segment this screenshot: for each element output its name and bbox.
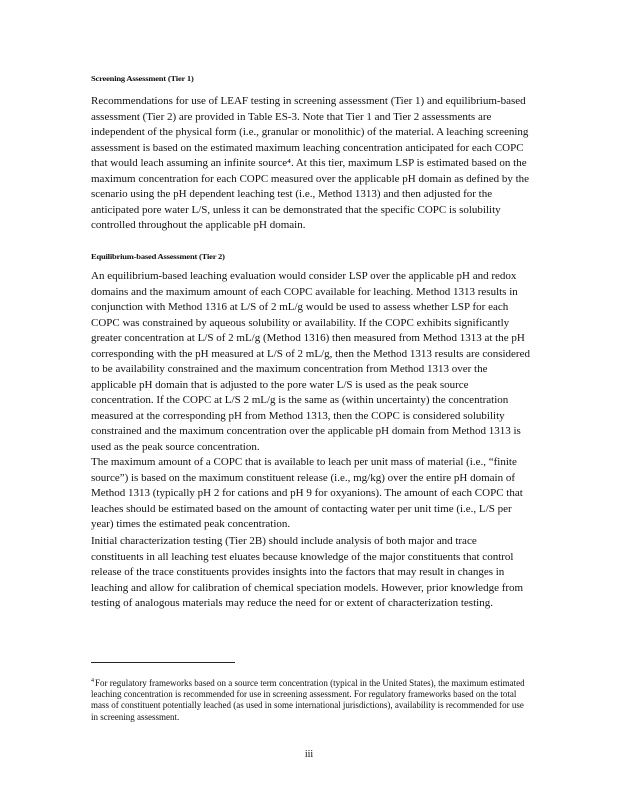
paragraph-equilibrium-2: The maximum amount of a COPC that is available to leach per unit mass of material (i.e., “finite source”) is based on the maximum constituent release (i.e., mg/kg) over the entire pH domain of Method 1313 (typically pH 2 for cations and pH 9 for oxyanions). The amount of each COPC that leaches should be estimated based on the amount of contacting water per unit time (i.e., L/S per year) times the estimated peak concentration. bbox=[91, 456, 523, 530]
footnote bbox=[91, 676, 531, 723]
page-number: iii bbox=[304, 749, 314, 760]
footnote-marker: 4 bbox=[91, 678, 94, 684]
paragraph-screening: Recommendations for use of LEAF testing in screening assessment (Tier 1) and equilibrium‐based assessment (Tier 2) are provided in Table ES‐3. Note that Tier 1 and Tier 2 assessments are independent of the physical form (i.e., granular or monolithic) of the material. A leaching screening assessment is based on the estimated maximum leaching concentration anticipated for each COPC that would leach assuming an infinite source⁴. At this tier, maximum LSP is estimated based on the maximum concentration for each COPC measured over the applicable pH domain as defined by the scenario using the pH dependent leaching test (i.e., Method 1313) and then adjusted for the anticipated pore water L/S, unless it can be demonstrated that the specific COPC is solubility controlled throughout the applicable pH domain. bbox=[91, 95, 530, 231]
footnote-text: For regulatory frameworks based on a source term concentration (typical in the United States), the maximum estimated leaching concentration is recommended for use in screening assessment. For regulatory frameworks based on the total mass of constituent potentially leached (as used in some international jurisdictions), availability is recommended for use in screening assessment. bbox=[91, 678, 525, 722]
footnote-separator bbox=[91, 662, 235, 663]
paragraph-equilibrium-3: Initial characterization testing (Tier 2B) should include analysis of both major and trace constituents in all leaching test eluates because knowledge of the major constituents that control release of the trace constituents provides insights into the factors that may result in changes in leaching and allow for calibration of chemical speciation models. However, prior knowledge from testing of analogous materials may reduce the need for or extent of characterization testing. bbox=[91, 535, 524, 609]
section-heading-equilibrium: Equilibrium‐based Assessment (Tier 2) bbox=[91, 252, 225, 261]
section-heading-screening: Screening Assessment (Tier 1) bbox=[91, 74, 194, 83]
paragraph-equilibrium-1: An equilibrium‐based leaching evaluation would consider LSP over the applicable pH and redox domains and the maximum amount of each COPC available for leaching. Method 1313 results in conjunction with Method 1316 at L/S of 2 mL/g would be used to assess whether LSP for each COPC was constrained by aqueous solubility or availability. If the COPC exhibits significantly greater concentration at L/S of 2 mL/g (Method 1316) then measured from Method 1313 at the pH corresponding with the pH measured at L/S of 2 mL/g, then the Method 1313 results are considered to be availability constrained and the maximum concentration from Method 1313 over the applicable pH domain that is adjusted to the pore water L/S is used as the peak source concentration. If the COPC at L/S 2 mL/g is the same as (within uncertainty) the concentration measured at the corresponding pH from Method 1313, then the COPC is considered solubility constrained and the maximum concentration over the applicable pH domain from Method 1313 is used as the peak source concentration. bbox=[91, 270, 530, 453]
